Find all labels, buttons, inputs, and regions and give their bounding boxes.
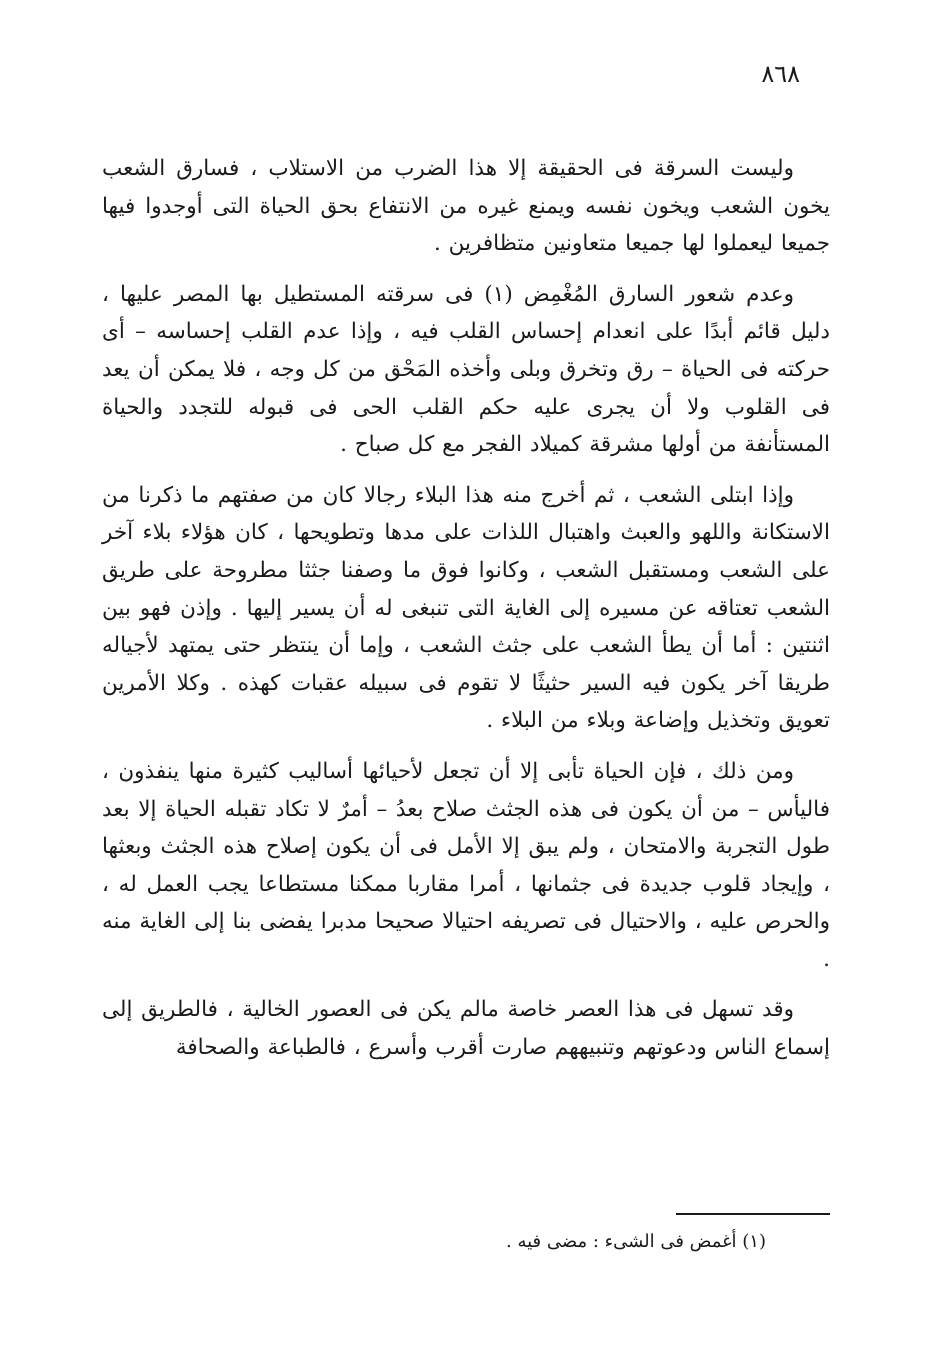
paragraph-3: وإذا ابتلى الشعب ، ثم أخرج منه هذا البلاء رجالا كان من صفتهم ما ذكرنا من الاستكانة واللهو والعبث واهتبال اللذات على مدها وتطويحها ، كان هؤلاء بلاء آخر على الشعب ومستقبل الشعب ، وكانوا فوق ما وصفنا جثثا مطروحة على طريق الشعب تعتاقه عن مسيره إلى الغاية التى تنبغى له أن يسير إليها . وإذن فهو بين اثنتين : أما أن يطأ الشعب على جثث الشعب ، وإما أن ينتظر حتى يمتهد لأجياله طريقا آخر يكون فيه السير حثيثًا لا تقوم فى سبيله عقبات كهذه . وكلا الأمرين تعويق وتخذيل وإضاعة وبلاء من البلاء . [102,482,830,734]
paragraph-5: وقد تسهل فى هذا العصر خاصة مالم يكن فى العصور الخالية ، فالطريق إلى إسماع الناس ودعوتهم وتنبيههم صارت أقرب وأسرع ، فالطباعة والصحافة [102,997,830,1061]
paragraph-2: وعدم شعور السارق المُغْمِض (١) فى سرقته المستطيل بها المصر عليها ، دليل قائم أبدًا على انعدام إحساس القلب فيه ، وإذا عدم القلب إحساسه – أى حركته فى الحياة – رق وتخرق وبلى وأخذه المَحْق من كل وجه ، فلا يمكن أن يعد فى القلوب ولا أن يجرى عليه حكم القلب الحى فى قبوله للتجدد والحياة المستأنفة من أولها مشرقة كميلاد الفجر مع كل صباح . [102,281,830,458]
footnote: (١) أغمض فى الشىء : مضى فيه . [506,1231,766,1252]
paragraph-1: وليست السرقة فى الحقيقة إلا هذا الضرب من الاستلاب ، فسارق الشعب يخون الشعب ويخون نفسه ويمنع غيره من الانتفاع بحق الحياة التى أوجدوا فيها جميعا ليعملوا لها جميعا متعاونين متظافرين . [102,156,830,257]
page-number: ٨٦٨ [761,60,800,88]
paragraph-4: ومن ذلك ، فإن الحياة تأبى إلا أن تجعل لأحيائها أساليب كثيرة منها ينفذون ، فاليأس – من أن يكون فى هذه الجثث صلاح بعدُ – أمرٌ لا تكاد تقبله الحياة إلا بعد طول التجربة والامتحان ، ولم يبق إلا الأمل فى أن يكون إصلاح هذه الجثث وبعثها ، وإيجاد قلوب جديدة فى جثمانها ، أمرا مقاربا ممكنا مستطاعا يجب العمل له ، والحرص عليه ، والاحتيال فى تصريفه احتيالا صحيحا مدبرا يفضى بنا إلى الغاية منه . [102,758,830,972]
body-text [102,150,830,1080]
footnote-divider [676,1213,830,1215]
